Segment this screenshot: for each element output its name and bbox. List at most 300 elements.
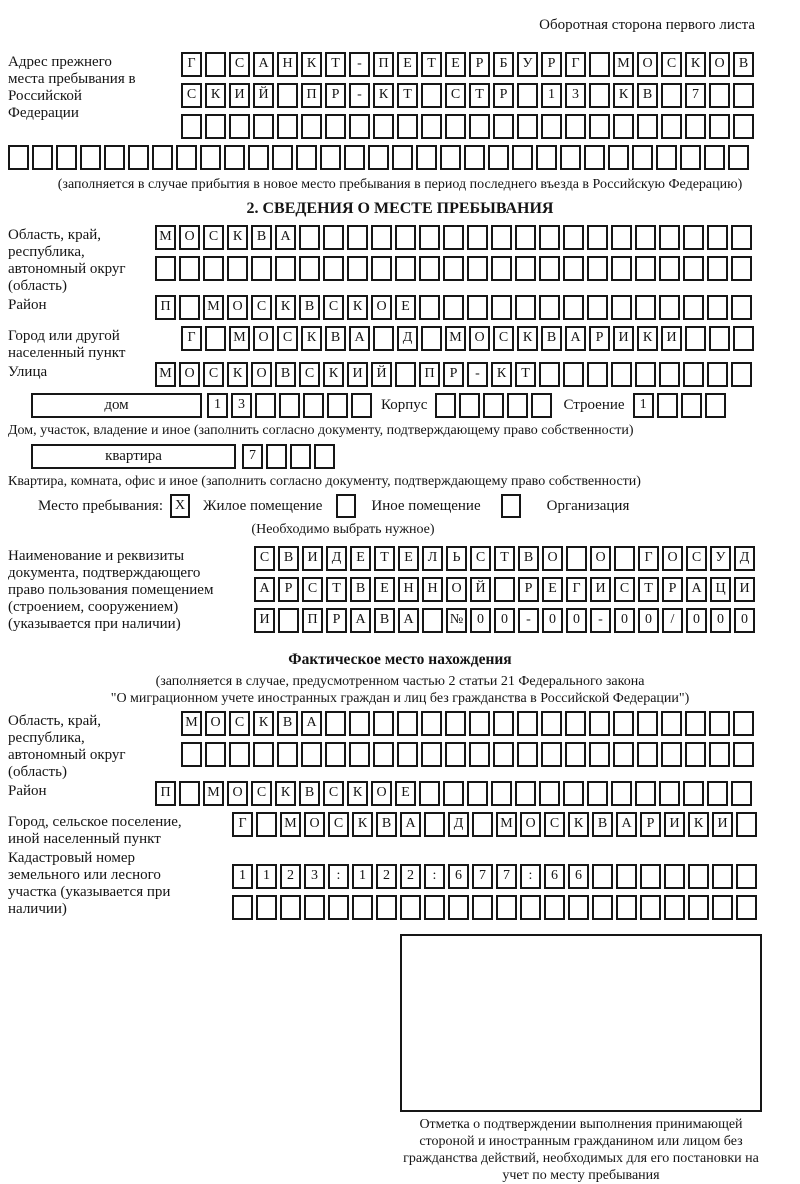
- char-cell: [419, 225, 440, 250]
- char-cell: К: [323, 362, 344, 387]
- char-cell: С: [328, 812, 349, 837]
- char-cell: М: [496, 812, 517, 837]
- char-cell: [251, 256, 272, 281]
- char-cell: [611, 225, 632, 250]
- char-cell: [227, 256, 248, 281]
- char-cell: Е: [445, 52, 466, 77]
- fact-note-1: (заполняется в случае, предусмотренном частью 2 статьи 21 Федерального закона: [155, 674, 645, 689]
- char-cell: Т: [469, 83, 490, 108]
- char-cell: [32, 145, 53, 170]
- char-cell: И: [229, 83, 250, 108]
- char-cell: [421, 711, 442, 736]
- char-cell: [255, 393, 276, 418]
- char-cell: Т: [374, 546, 395, 571]
- char-cell: Й: [371, 362, 392, 387]
- char-cell: [731, 362, 752, 387]
- char-cell: Н: [277, 52, 298, 77]
- fact-field-raion: [8, 781, 792, 812]
- char-cell: О: [637, 52, 658, 77]
- char-cell: К: [637, 326, 658, 351]
- char-cell: [685, 114, 706, 139]
- char-cell: [296, 145, 317, 170]
- char-cell: А: [398, 608, 419, 633]
- char-cell: [587, 781, 608, 806]
- char-cell: [592, 864, 613, 889]
- char-cell: [347, 225, 368, 250]
- char-cell: [707, 256, 728, 281]
- char-cell: [517, 742, 538, 767]
- char-cell: [493, 114, 514, 139]
- fact-field-oblast: [8, 711, 792, 781]
- char-cell: [683, 781, 704, 806]
- char-cell: [541, 742, 562, 767]
- char-cell: С: [229, 52, 250, 77]
- char-cell: М: [445, 326, 466, 351]
- char-cell: [445, 711, 466, 736]
- char-cell: [520, 895, 541, 920]
- char-cell: Б: [493, 52, 514, 77]
- char-cell: А: [254, 577, 275, 602]
- char-cell: [256, 895, 277, 920]
- char-cell: [491, 295, 512, 320]
- char-cell: [613, 114, 634, 139]
- char-cell: [589, 711, 610, 736]
- char-cell: А: [616, 812, 637, 837]
- char-cell: И: [664, 812, 685, 837]
- char-cell: С: [661, 52, 682, 77]
- char-cell: [400, 895, 421, 920]
- char-cell: -: [349, 83, 370, 108]
- char-cell: [392, 145, 413, 170]
- char-cell: [563, 781, 584, 806]
- char-cell: [587, 256, 608, 281]
- mesto-checkbox-zhiloe: X: [170, 494, 190, 518]
- fact-oblast-label: Область, край, республика, автономный округ (область): [8, 713, 126, 780]
- char-cell: [736, 812, 757, 837]
- char-cell: -: [590, 608, 611, 633]
- char-cell: О: [227, 295, 248, 320]
- char-cell: Й: [253, 83, 274, 108]
- field-kvartira: [31, 444, 792, 469]
- char-cell: [565, 742, 586, 767]
- prev-address-row-3: [181, 114, 757, 139]
- char-cell: О: [251, 362, 272, 387]
- char-cell: [728, 145, 749, 170]
- char-cell: 7: [242, 444, 263, 469]
- raion-row: [155, 295, 755, 320]
- char-cell: [664, 895, 685, 920]
- char-cell: Г: [565, 52, 586, 77]
- char-cell: [592, 895, 613, 920]
- char-cell: [373, 711, 394, 736]
- char-cell: 3: [231, 393, 252, 418]
- char-cell: [280, 895, 301, 920]
- char-cell: [637, 742, 658, 767]
- char-cell: В: [277, 711, 298, 736]
- char-cell: П: [373, 52, 394, 77]
- char-cell: В: [299, 295, 320, 320]
- char-cell: К: [685, 52, 706, 77]
- char-cell: [688, 895, 709, 920]
- char-cell: М: [155, 362, 176, 387]
- char-cell: [397, 742, 418, 767]
- char-cell: [731, 781, 752, 806]
- char-cell: [421, 742, 442, 767]
- oblast-grid: [155, 225, 755, 287]
- char-cell: [395, 362, 416, 387]
- char-cell: Р: [518, 577, 539, 602]
- char-cell: [327, 393, 348, 418]
- char-cell: [587, 295, 608, 320]
- char-cell: [424, 895, 445, 920]
- char-cell: [323, 225, 344, 250]
- char-cell: [205, 742, 226, 767]
- char-cell: 2: [400, 864, 421, 889]
- char-cell: Д: [397, 326, 418, 351]
- oblast-row-1: [155, 225, 755, 250]
- char-cell: О: [542, 546, 563, 571]
- kvartira-cells: [242, 444, 338, 469]
- char-cell: [349, 114, 370, 139]
- char-cell: 6: [448, 864, 469, 889]
- char-cell: [290, 444, 311, 469]
- char-cell: [328, 895, 349, 920]
- prev-address-row-1: [181, 52, 757, 77]
- char-cell: [200, 145, 221, 170]
- char-cell: [277, 83, 298, 108]
- char-cell: [539, 256, 560, 281]
- char-cell: О: [446, 577, 467, 602]
- char-cell: [733, 711, 754, 736]
- char-cell: 3: [565, 83, 586, 108]
- char-cell: С: [251, 295, 272, 320]
- char-cell: [707, 362, 728, 387]
- char-cell: [661, 83, 682, 108]
- char-cell: [659, 225, 680, 250]
- char-cell: 1: [207, 393, 228, 418]
- char-cell: [560, 145, 581, 170]
- char-cell: О: [179, 225, 200, 250]
- char-cell: [472, 895, 493, 920]
- char-cell: [517, 711, 538, 736]
- char-cell: [179, 295, 200, 320]
- char-cell: С: [203, 362, 224, 387]
- char-cell: Р: [443, 362, 464, 387]
- char-cell: [325, 114, 346, 139]
- char-cell: М: [229, 326, 250, 351]
- char-cell: [275, 256, 296, 281]
- char-cell: [469, 711, 490, 736]
- char-cell: [589, 52, 610, 77]
- char-cell: [443, 781, 464, 806]
- char-cell: [635, 295, 656, 320]
- char-cell: [657, 393, 678, 418]
- char-cell: [203, 256, 224, 281]
- char-cell: С: [323, 295, 344, 320]
- char-cell: [419, 781, 440, 806]
- fact-oblast-grid: [181, 711, 757, 773]
- char-cell: [205, 326, 226, 351]
- char-cell: -: [518, 608, 539, 633]
- char-cell: Л: [422, 546, 443, 571]
- char-cell: [443, 256, 464, 281]
- char-cell: В: [637, 83, 658, 108]
- char-cell: О: [371, 295, 392, 320]
- char-cell: Д: [326, 546, 347, 571]
- char-cell: [491, 225, 512, 250]
- char-cell: И: [302, 546, 323, 571]
- char-cell: [301, 114, 322, 139]
- char-cell: Р: [493, 83, 514, 108]
- char-cell: [419, 256, 440, 281]
- char-cell: И: [734, 577, 755, 602]
- field-raion: [8, 295, 792, 326]
- char-cell: [685, 742, 706, 767]
- char-cell: [347, 256, 368, 281]
- char-cell: А: [301, 711, 322, 736]
- char-cell: О: [469, 326, 490, 351]
- char-cell: [515, 256, 536, 281]
- char-cell: Г: [232, 812, 253, 837]
- char-cell: В: [299, 781, 320, 806]
- char-cell: [541, 114, 562, 139]
- char-cell: [731, 225, 752, 250]
- char-cell: [320, 145, 341, 170]
- char-cell: О: [253, 326, 274, 351]
- char-cell: Й: [470, 577, 491, 602]
- prev-address-row-2: [181, 83, 757, 108]
- char-cell: [373, 114, 394, 139]
- char-cell: [563, 295, 584, 320]
- char-cell: [376, 895, 397, 920]
- char-cell: 1: [352, 864, 373, 889]
- kadastr-label: Кадастровый номер земельного или лесного участка (указывается при наличии): [8, 850, 171, 917]
- char-cell: С: [251, 781, 272, 806]
- char-cell: [589, 114, 610, 139]
- char-cell: В: [278, 546, 299, 571]
- char-cell: [659, 295, 680, 320]
- oblast-row-2: [155, 256, 755, 281]
- char-cell: [507, 393, 528, 418]
- char-cell: В: [592, 812, 613, 837]
- char-cell: [224, 145, 245, 170]
- char-cell: [248, 145, 269, 170]
- char-cell: [373, 326, 394, 351]
- char-cell: И: [712, 812, 733, 837]
- char-cell: П: [155, 295, 176, 320]
- char-cell: [277, 114, 298, 139]
- char-cell: Е: [395, 781, 416, 806]
- oblast-label: Область, край, республика, автономный округ (область): [8, 227, 126, 294]
- char-cell: [272, 145, 293, 170]
- char-cell: [664, 864, 685, 889]
- raion-label: Район: [8, 297, 47, 313]
- dom-footnote: Дом, участок, владение и иное (заполнить согласно документу, подтверждающему право собственности): [8, 423, 634, 438]
- char-cell: [517, 83, 538, 108]
- char-cell: П: [419, 362, 440, 387]
- char-cell: [709, 326, 730, 351]
- prev-address-row-4: [8, 145, 792, 170]
- document-label: Наименование и реквизиты документа, подтверждающего право пользования помещением (строением, сооружением) (указывается при наличии): [8, 548, 214, 632]
- char-cell: И: [661, 326, 682, 351]
- field-document: [8, 546, 792, 639]
- prev-address-footnote: (заполняется в случае прибытия в новое место пребывания в период последнего въезда в Российскую Федерацию): [57, 177, 743, 192]
- mesto-label: Место пребывания:: [38, 497, 163, 514]
- char-cell: С: [323, 781, 344, 806]
- char-cell: [467, 225, 488, 250]
- char-cell: [419, 295, 440, 320]
- char-cell: [709, 83, 730, 108]
- char-cell: Ц: [710, 577, 731, 602]
- char-cell: Т: [325, 52, 346, 77]
- char-cell: К: [373, 83, 394, 108]
- char-cell: [635, 225, 656, 250]
- char-cell: [733, 742, 754, 767]
- fact-note-2: "О миграционном учете иностранных граждан и лиц без гражданства в Российской Федерации"): [110, 691, 690, 706]
- char-cell: [299, 256, 320, 281]
- char-cell: А: [350, 608, 371, 633]
- char-cell: [464, 145, 485, 170]
- char-cell: Е: [397, 52, 418, 77]
- stamp-box: [400, 934, 762, 1112]
- char-cell: Г: [181, 326, 202, 351]
- char-cell: [512, 145, 533, 170]
- section2-title: 2. СВЕДЕНИЯ О МЕСТЕ ПРЕБЫВАНИЯ: [246, 200, 554, 217]
- char-cell: 3: [304, 864, 325, 889]
- char-cell: В: [325, 326, 346, 351]
- mesto-opt1-label: Жилое помещение: [203, 497, 323, 514]
- char-cell: [325, 742, 346, 767]
- char-cell: [443, 295, 464, 320]
- char-cell: В: [374, 608, 395, 633]
- kadastr-grid: [232, 848, 760, 926]
- char-cell: К: [347, 295, 368, 320]
- char-cell: [709, 742, 730, 767]
- char-cell: [688, 864, 709, 889]
- mesto-checkbox-org: [501, 494, 521, 518]
- char-cell: [325, 711, 346, 736]
- char-cell: М: [280, 812, 301, 837]
- prev-address-grid: [181, 52, 757, 145]
- char-cell: [491, 256, 512, 281]
- char-cell: Е: [398, 546, 419, 571]
- document-grid: [254, 546, 758, 639]
- char-cell: Р: [469, 52, 490, 77]
- char-cell: 7: [496, 864, 517, 889]
- char-cell: К: [253, 711, 274, 736]
- char-cell: [563, 362, 584, 387]
- char-cell: Т: [494, 546, 515, 571]
- char-cell: Т: [397, 83, 418, 108]
- char-cell: В: [251, 225, 272, 250]
- char-cell: Е: [395, 295, 416, 320]
- char-cell: [731, 295, 752, 320]
- char-cell: [680, 145, 701, 170]
- char-cell: [584, 145, 605, 170]
- char-cell: [589, 83, 610, 108]
- char-cell: [483, 393, 504, 418]
- field-mesto: [38, 494, 792, 518]
- char-cell: [493, 742, 514, 767]
- char-cell: [632, 145, 653, 170]
- char-cell: О: [304, 812, 325, 837]
- char-cell: К: [301, 326, 322, 351]
- char-cell: Д: [448, 812, 469, 837]
- char-cell: [565, 114, 586, 139]
- char-cell: [205, 52, 226, 77]
- char-cell: [491, 781, 512, 806]
- char-cell: [440, 145, 461, 170]
- char-cell: Р: [325, 83, 346, 108]
- char-cell: [301, 742, 322, 767]
- char-cell: 7: [472, 864, 493, 889]
- char-cell: 0: [686, 608, 707, 633]
- char-cell: С: [299, 362, 320, 387]
- char-cell: [709, 711, 730, 736]
- char-cell: [539, 362, 560, 387]
- char-cell: 0: [710, 608, 731, 633]
- char-cell: 0: [494, 608, 515, 633]
- char-cell: [640, 864, 661, 889]
- char-cell: К: [352, 812, 373, 837]
- fact-field-kadastr: [8, 848, 792, 926]
- char-cell: Е: [350, 546, 371, 571]
- char-cell: [712, 864, 733, 889]
- char-cell: [531, 393, 552, 418]
- char-cell: С: [254, 546, 275, 571]
- char-cell: 1: [633, 393, 654, 418]
- char-cell: [589, 742, 610, 767]
- document-row-3: [254, 608, 758, 633]
- char-cell: [611, 295, 632, 320]
- char-cell: [253, 742, 274, 767]
- char-cell: Н: [422, 577, 443, 602]
- prev-address-label: Адрес прежнего места пребывания в Российской Федерации: [8, 54, 136, 121]
- char-cell: [416, 145, 437, 170]
- gorod-label: Город или другой населенный пункт: [8, 328, 126, 361]
- char-cell: [314, 444, 335, 469]
- char-cell: О: [520, 812, 541, 837]
- char-cell: [56, 145, 77, 170]
- char-cell: [344, 145, 365, 170]
- char-cell: Т: [421, 52, 442, 77]
- stroenie-cells: [633, 393, 729, 418]
- char-cell: [232, 895, 253, 920]
- char-cell: [611, 781, 632, 806]
- char-cell: П: [302, 608, 323, 633]
- dom-cells: [207, 393, 375, 418]
- char-cell: [435, 393, 456, 418]
- char-cell: [736, 895, 757, 920]
- char-cell: [539, 295, 560, 320]
- char-cell: О: [709, 52, 730, 77]
- char-cell: О: [205, 711, 226, 736]
- char-cell: А: [349, 326, 370, 351]
- char-cell: [616, 895, 637, 920]
- char-cell: [683, 256, 704, 281]
- char-cell: Р: [541, 52, 562, 77]
- char-cell: [517, 114, 538, 139]
- char-cell: [467, 256, 488, 281]
- char-cell: О: [179, 362, 200, 387]
- ulitsa-row: [155, 362, 755, 387]
- char-cell: К: [227, 225, 248, 250]
- char-cell: [544, 895, 565, 920]
- char-cell: С: [302, 577, 323, 602]
- char-cell: [683, 295, 704, 320]
- char-cell: [515, 781, 536, 806]
- char-cell: [443, 225, 464, 250]
